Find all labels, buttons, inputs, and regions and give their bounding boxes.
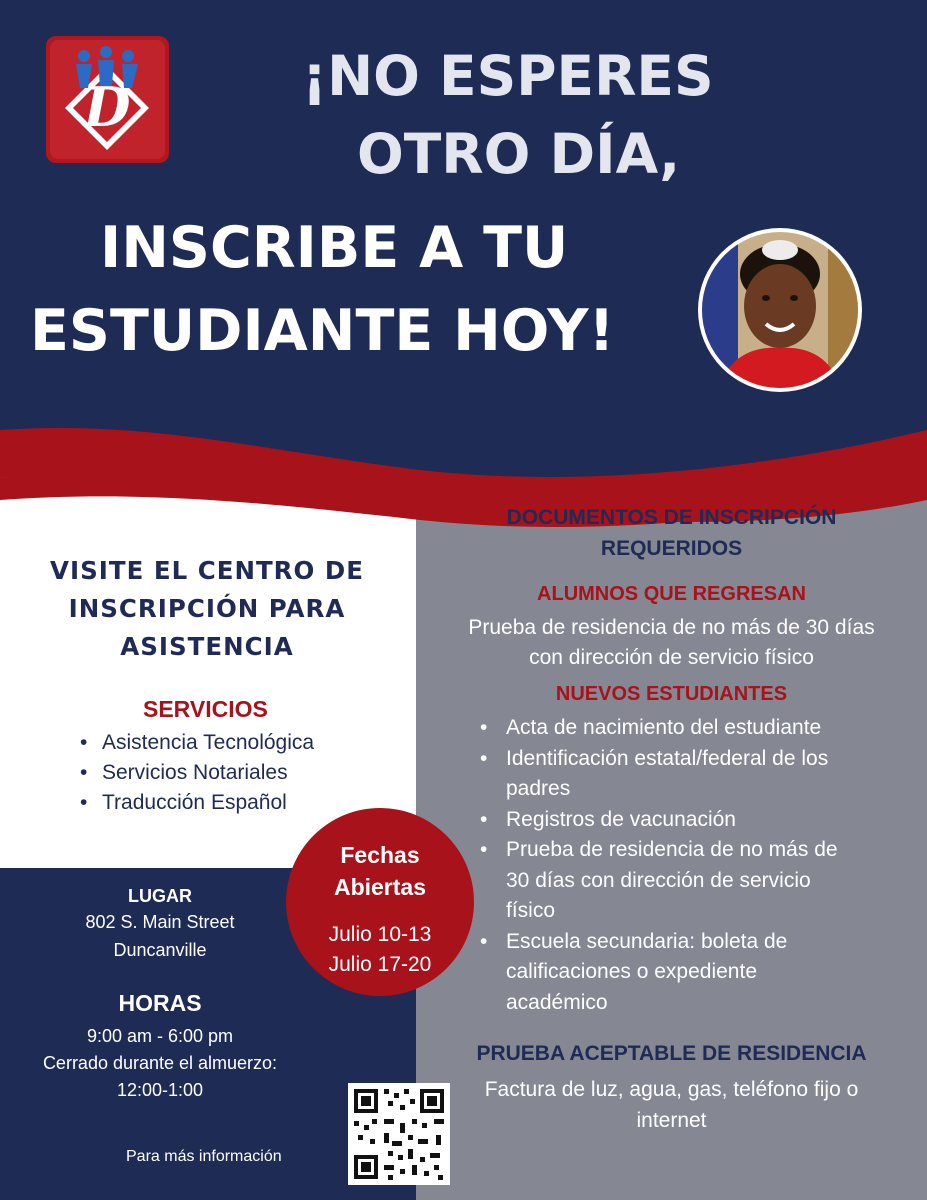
returning-line-2: con dirección de servicio físico <box>529 646 814 669</box>
services-title: SERVICIOS <box>143 696 268 722</box>
list-item: • Escuela secundaria: boleta de calificaciones o expediente académico <box>478 927 898 1019</box>
list-item: • Traducción Español <box>78 788 314 818</box>
new-students-title: NUEVOS ESTUDIANTES <box>555 683 788 705</box>
returning-line-1: Prueba de residencia de no más de 30 días <box>468 616 875 639</box>
horas-title: HORAS <box>118 990 202 1016</box>
proof-line-2: internet <box>636 1109 707 1132</box>
open-date-2: Julio 17-20 <box>328 953 432 976</box>
student-photo <box>698 228 862 392</box>
address-line: 802 S. Main Street <box>85 912 235 932</box>
open-date-1: Julio 10-13 <box>328 923 432 946</box>
list-item: • Prueba de residencia de no más de 30 días con dirección de servicio físico <box>478 835 898 927</box>
open-dates-badge <box>286 808 474 996</box>
open-dates-title-2: Abiertas <box>333 874 427 900</box>
services-list <box>78 728 314 818</box>
more-info-text: Para más información <box>126 1148 282 1165</box>
headline-line-2: OTRO DÍA, <box>357 122 681 186</box>
required-docs-title-1: DOCUMENTOS DE INSCRIPCIÓN <box>506 506 837 529</box>
hours-line: 9:00 am - 6:00 pm <box>86 1026 234 1046</box>
open-dates-title-1: Fechas <box>340 842 420 868</box>
list-item: • Asistencia Tecnológica <box>78 728 314 758</box>
proof-line-1: Factura de luz, agua, gas, teléfono fijo o <box>484 1078 859 1101</box>
list-item: • Identificación estatal/federal de los padres <box>478 744 898 805</box>
headline-line-3: INSCRIBE A TU <box>100 215 569 281</box>
lunch-time-line: 12:00-1:00 <box>116 1080 204 1100</box>
city-line: Duncanville <box>113 940 207 960</box>
headline-line-4: ESTUDIANTE HOY! <box>30 298 615 364</box>
list-item: • Servicios Notariales <box>78 758 314 788</box>
lugar-title: LUGAR <box>128 886 192 906</box>
headline-line-1: ¡NO ESPERES <box>302 44 714 108</box>
list-item: • Acta de nacimiento del estudiante <box>478 713 898 744</box>
returning-students-title: ALUMNOS QUE REGRESAN <box>537 583 806 605</box>
required-docs-title-2: REQUERIDOS <box>600 537 743 560</box>
proof-residence-title: PRUEBA ACEPTABLE DE RESIDENCIA <box>476 1042 867 1065</box>
new-students-list <box>478 713 898 1018</box>
district-logo <box>46 36 169 163</box>
svg-text:D: D <box>83 75 131 139</box>
lunch-closed-line: Cerrado durante el almuerzo: <box>42 1053 278 1073</box>
list-item: • Registros de vacunación <box>478 805 898 836</box>
visit-center-heading: VISITE EL CENTRO DE INSCRIPCIÓN PARA ASISTENCIA <box>50 556 364 661</box>
